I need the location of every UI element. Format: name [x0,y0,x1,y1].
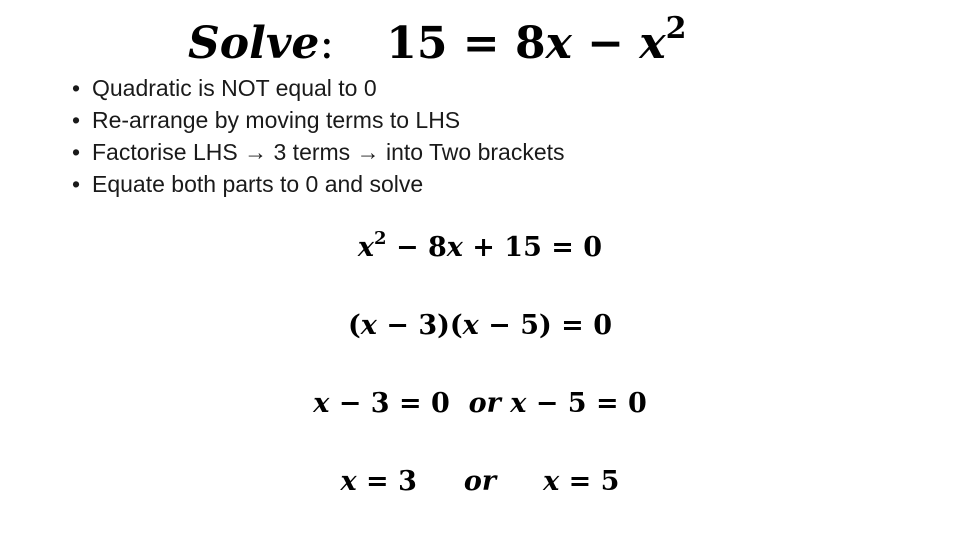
instruction-item: • Equate both parts to 0 and solve [72,168,565,200]
step3-mid1: − 3 = 0 [329,388,469,419]
step2-mid2: − 5) = 0 [478,310,612,341]
step4-var2: x [543,466,560,497]
instruction-item: • Re-arrange by moving terms to LHS [72,104,565,136]
step3-or: or [468,388,501,419]
step1-tail: + 15 = 0 [462,232,603,263]
title-eq-exponent: 2 [665,11,687,46]
step-solutions [0,462,960,502]
step-equated [0,384,960,424]
title-equation [386,11,687,69]
step4-val1: = 3 [356,466,464,497]
step1-rest: − 8 [386,232,447,263]
instruction-item: • Factorise LHS → 3 terms → into Two brackets [72,136,565,168]
step4-var1: x [340,466,357,497]
title-eq-equals: = [462,18,500,69]
instruction-item: • Quadratic is NOT equal to 0 [72,72,565,104]
step1-var: x [357,232,375,263]
title-eq-var: x [545,18,572,69]
step2-open: ( [348,310,361,341]
step2-mid1: − 3)( [376,310,463,341]
title-solve-label: Solve [188,18,320,69]
step2-var1: x [360,310,377,341]
step3-var2: x [510,388,527,419]
step3-mid2: − 5 = 0 [526,388,647,419]
step2-var2: x [462,310,479,341]
step-rearranged [0,228,960,271]
step1-exponent: 2 [374,228,387,249]
step1-var2: x [446,232,463,263]
title-eq-minus: − [587,18,625,69]
title-eq-coef: 8 [515,18,546,69]
step-factorised [0,306,960,346]
title-eq-var2: x [639,18,666,69]
title-eq-lhs: 15 [386,18,448,69]
step3-space [501,388,510,419]
step4-or: or [463,466,497,497]
title-colon: : [319,18,335,69]
step3-var1: x [313,388,330,419]
step4-gap [496,466,543,497]
instruction-list [72,72,565,200]
step4-val2: = 5 [559,466,620,497]
